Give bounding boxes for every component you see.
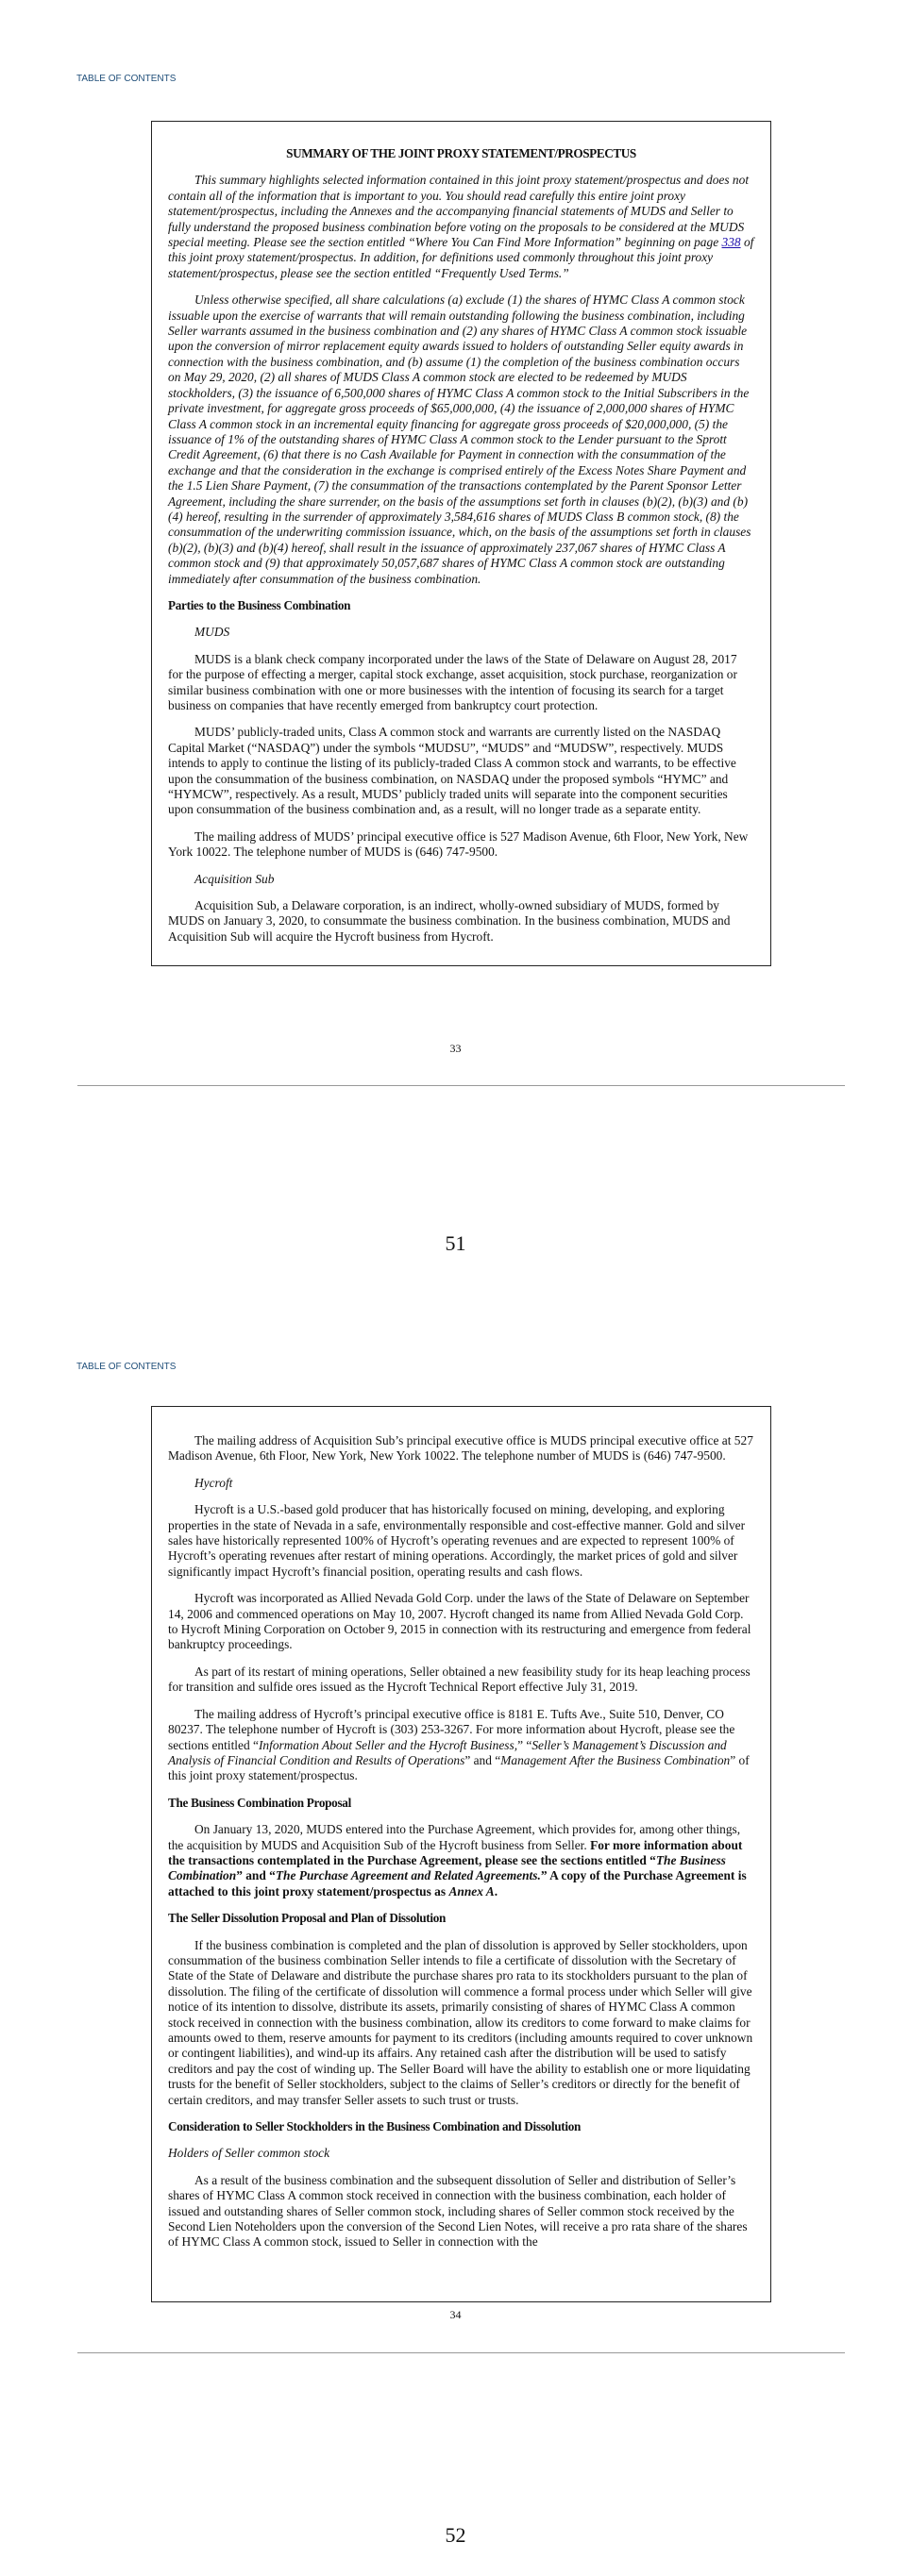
parties-heading: Parties to the Business Combination — [168, 597, 351, 612]
dissolution-heading: The Seller Dissolution Proposal and Plan of Dissolution — [168, 1911, 447, 1926]
annex-ref: Annex A — [448, 1883, 495, 1899]
holders-paragraph: As a result of the business combination and the subsequent dissolution of Seller and distribution of Seller’s shares of HYMC Class A common stock received in connection with the business combination, each holder of issued and outstanding shares of Seller common stock, including shares of Seller common stock received by the Second Lien Noteholders upon the conversion of the Second Lien Notes, will receive a pro rata share of the shares of HYMC Class A common stock, issued to Seller in connection with the — [168, 2172, 748, 2250]
section-ref: Information About Seller and the Hycroft Business, — [258, 1737, 518, 1752]
text: ” “ — [517, 1737, 532, 1752]
acquisition-sub-paragraph: Acquisition Sub, a Delaware corporation, is an indirect, wholly-owned subsidiary of MUDS, formed by MUDS on January 3, 2020, to consummate the business combination. In the business combination, MUDS and Acquisition Sub will acquire the Hycroft business from Hycroft. — [168, 898, 731, 944]
summary-title: SUMMARY OF THE JOINT PROXY STATEMENT/PROSPECTUS — [286, 146, 636, 160]
page-338-link[interactable]: 338 — [721, 235, 741, 250]
bold-text: ” A copy of the Purchase Agreement is attached to this joint proxy statement/prospectus as — [168, 1868, 747, 1899]
hycroft-paragraph-1: Hycroft is a U.S.-based gold producer that has historically focused on mining, developing, and exploring properties in the state of Nevada in a safe, environmentally responsible and cost-effective manner. Gold and silver sales have historically represented 100% of Hycroft’s operating revenues and are expected to represent 100% of Hycroft’s operating revenues after restart of mining operations. Accordingly, the market prices of gold and silver significantly impact Hycroft’s financial position, operating results and cash flows. — [168, 1502, 746, 1579]
business-combination-proposal-paragraph — [168, 1822, 754, 1899]
hycroft-paragraph-4 — [168, 1707, 754, 1784]
intro-paragraph — [168, 173, 754, 281]
acquisition-sub-subheading: Acquisition Sub — [194, 871, 275, 886]
page-divider — [77, 2352, 845, 2353]
viewer-page-number: 51 — [445, 1231, 466, 1255]
text: The mailing address of Hycroft’s principal executive office is 8181 E. Tufts Ave., Suite 510, Denver, CO 80237. The telephone number of Hycroft is (303) 253-3267. For more information about Hycroft, please see the sections entitled “ — [168, 1706, 735, 1752]
muds-paragraph-3: The mailing address of MUDS’ principal executive office is 527 Madison Avenue, 6th Floor, New York, New York 10022. The telephone number of MUDS is (646) 747-9500. — [168, 828, 749, 860]
text: ” and “ — [464, 1752, 501, 1767]
page-divider — [77, 1085, 845, 1086]
summary-box — [151, 121, 771, 966]
viewer-page-number: 52 — [445, 2523, 466, 2547]
intro-text-end: of this joint proxy statement/prospectus. In addition, for definitions used commonly throughout this joint proxy statement/prospectus, please see the section entitled “Frequently Used Terms.” — [168, 235, 754, 280]
section-ref: The Business Combination — [168, 1852, 726, 1883]
table-of-contents-link[interactable]: TABLE OF CONTENTS — [76, 1362, 177, 1372]
dissolution-paragraph: If the business combination is completed and the plan of dissolution is approved by Seller stockholders, upon consummation of the business combination Seller intends to file a certificate of dissolution with the Secretary of State of the State of Delaware and distribute the purchase shares pro rata to its stockholders pursuant to the plan of dissolution. The filing of the certificate of dissolution will commence a formal process under which Seller will give notice of its intention to dissolve, distribute its assets, primarily consisting of shares of HYMC Class A common stock received in connection with the business combination, allow its creditors to come forward to make claims for amounts owed to them, reserve amounts for payment to its creditors (including amounts required to cover unknown or contingent liabilities), and wind-up its affairs. Any retained cash after the distribution will be used to satisfy creditors and pay the cost of winding up. The Seller Board will have the ability to establish one or more liquidating trusts for the benefit of Seller stockholders, subject to the claims of Seller’s creditors or directly for the benefit of certain creditors, and may transfer Seller assets to such trust or trusts. — [168, 1937, 753, 2107]
page-number: 33 — [449, 1042, 462, 1055]
assumptions-paragraph: Unless otherwise specified, all share calculations (a) exclude (1) the shares of HYMC Class A common stock issuable upon the exercise of warrants that will remain outstanding following the business combination, including Seller warrants assumed in the business combination and (2) any shares of HYMC Class A common stock issuable upon the conversion of mirror replacement equity awards issued to holders of outstanding Seller equity awards in connection with the business combination, and (b) assume (1) the completion of the business combination occurs on May 29, 2020, (2) all shares of MUDS Class A common stock are elected to be redeemed by MUDS stockholders, (3) the issuance of 6,500,000 shares of HYMC Class A common stock to the Initial Subscribers in the private investment, for aggregate gross proceeds of $65,000,000, (4) the issuance of 2,000,000 shares of HYMC Class A common stock in an incremental equity financing for aggregate gross proceeds of $20,000,000, (5) the issuance of 1% of the outstanding shares of HYMC Class A common stock to the Lender pursuant to the Sprott Credit Agreement, (6) that there is no Cash Available for Payment in connection with the consummation of the exchange and that the consideration in the exchange is comprised entirely of the Excess Notes Share Payment and the 1.5 Lien Share Payment, (7) the consummation of the transactions contemplated by the Parent Sponsor Letter Agreement, including the share surrender, on the basis of the assumptions set forth in clauses (b)(2), (b)(3) and (b)(4) hereof, resulting in the surrender of approximately 3,584,616 shares of MUDS Class B common stock, (8) the consummation of the underwriting commission issuance, which, on the basis of the assumptions set forth in clauses (b)(2), (b)(3) and (b)(4) hereof, shall result in the issuance of approximately 237,067 shares of HYMC Class A common stock and (9) that approximately 50,057,687 shares of HYMC Class A common stock are outstanding immediately after consummation of the business combination. — [168, 293, 751, 586]
bold-text: For more information about the transactions contemplated in the Purchase Agreement, please see the sections entitled “ — [168, 1837, 743, 1867]
hycroft-subheading: Hycroft — [194, 1475, 233, 1490]
intro-text: This summary highlights selected information contained in this joint proxy statement/prospectus and does not contain all of the information that is important to you. You should read carefully this entire joint proxy statement/prospectus, including the Annexes and the accompanying financial statements of MUDS and Seller to fully understand the proposed business combination before voting on the proposals to be considered at the MUDS special meeting. Please see the section entitled “Where You Can Find More Information” beginning on page — [168, 173, 750, 250]
section-ref: The Purchase Agreement and Related Agreements. — [275, 1868, 541, 1883]
muds-paragraph-1: MUDS is a blank check company incorporated under the laws of the State of Delaware on August 28, 2017 for the purpose of effecting a merger, capital stock exchange, asset acquisition, stock purchase, reorganization or similar business combination with one or more businesses with the intention of focusing its search for a target business on companies that have recently emerged from bankruptcy court protection. — [168, 651, 737, 712]
text: ” of this joint proxy statement/prospectus. — [168, 1752, 750, 1783]
text: On January 13, 2020, MUDS entered into the Purchase Agreement, which provides for, among other things, the acquisition by MUDS and Acquisition Sub of the Hycroft business from Seller. — [168, 1822, 741, 1852]
business-combination-proposal-heading: The Business Combination Proposal — [168, 1795, 351, 1810]
section-ref: Seller’s Management’s Discussion and Analysis of Financial Condition and Results of Operations — [168, 1737, 727, 1767]
section-ref: Management After the Business Combination — [500, 1752, 731, 1767]
hycroft-paragraph-3: As part of its restart of mining operations, Seller obtained a new feasibility study for its heap leaching process for transition and sulfide ores issued as the Hycroft Technical Report effective July 31, 2019. — [168, 1664, 751, 1695]
muds-paragraph-2: MUDS’ publicly-traded units, Class A common stock and warrants are currently listed on the NASDAQ Capital Market (“NASDAQ”) under the symbols “MUDSU”, “MUDS” and “MUDSW”, respectively. MUDS intends to apply to continue the listing of its publicly-traded Class A common stock and warrants, to be effective upon the consummation of the business combination, on NASDAQ under the proposed symbols “HYMC” and “HYMCW”, respectively. As a result, MUDS’ publicly traded units will separate into the component securities upon consummation of the business combination and, as a result, will no longer trade as a separate entity. — [168, 725, 736, 817]
holders-subheading: Holders of Seller common stock — [168, 2146, 330, 2161]
page-number: 34 — [449, 2308, 462, 2321]
bold-text: . — [494, 1883, 498, 1899]
bold-text: ” and “ — [236, 1868, 276, 1883]
acquisition-sub-address: The mailing address of Acquisition Sub’s principal executive office is MUDS principal executive office at 527 Madison Avenue, 6th Floor, New York, New York 10022. The telephone number of MUDS is (646) 747-9500. — [168, 1433, 753, 1464]
summary-box — [151, 1406, 771, 2302]
table-of-contents-link[interactable]: TABLE OF CONTENTS — [76, 74, 177, 84]
muds-subheading: MUDS — [194, 625, 230, 640]
hycroft-paragraph-2: Hycroft was incorporated as Allied Nevada Gold Corp. under the laws of the State of Delaware on September 14, 2006 and commenced operations on May 10, 2007. Hycroft changed its name from Allied Nevada Gold Corp. to Hycroft Mining Corporation on October 9, 2015 in connection with its restructuring and emergence from federal bankruptcy proceedings. — [168, 1591, 751, 1652]
consideration-heading: Consideration to Seller Stockholders in the Business Combination and Dissolution — [168, 2119, 582, 2134]
